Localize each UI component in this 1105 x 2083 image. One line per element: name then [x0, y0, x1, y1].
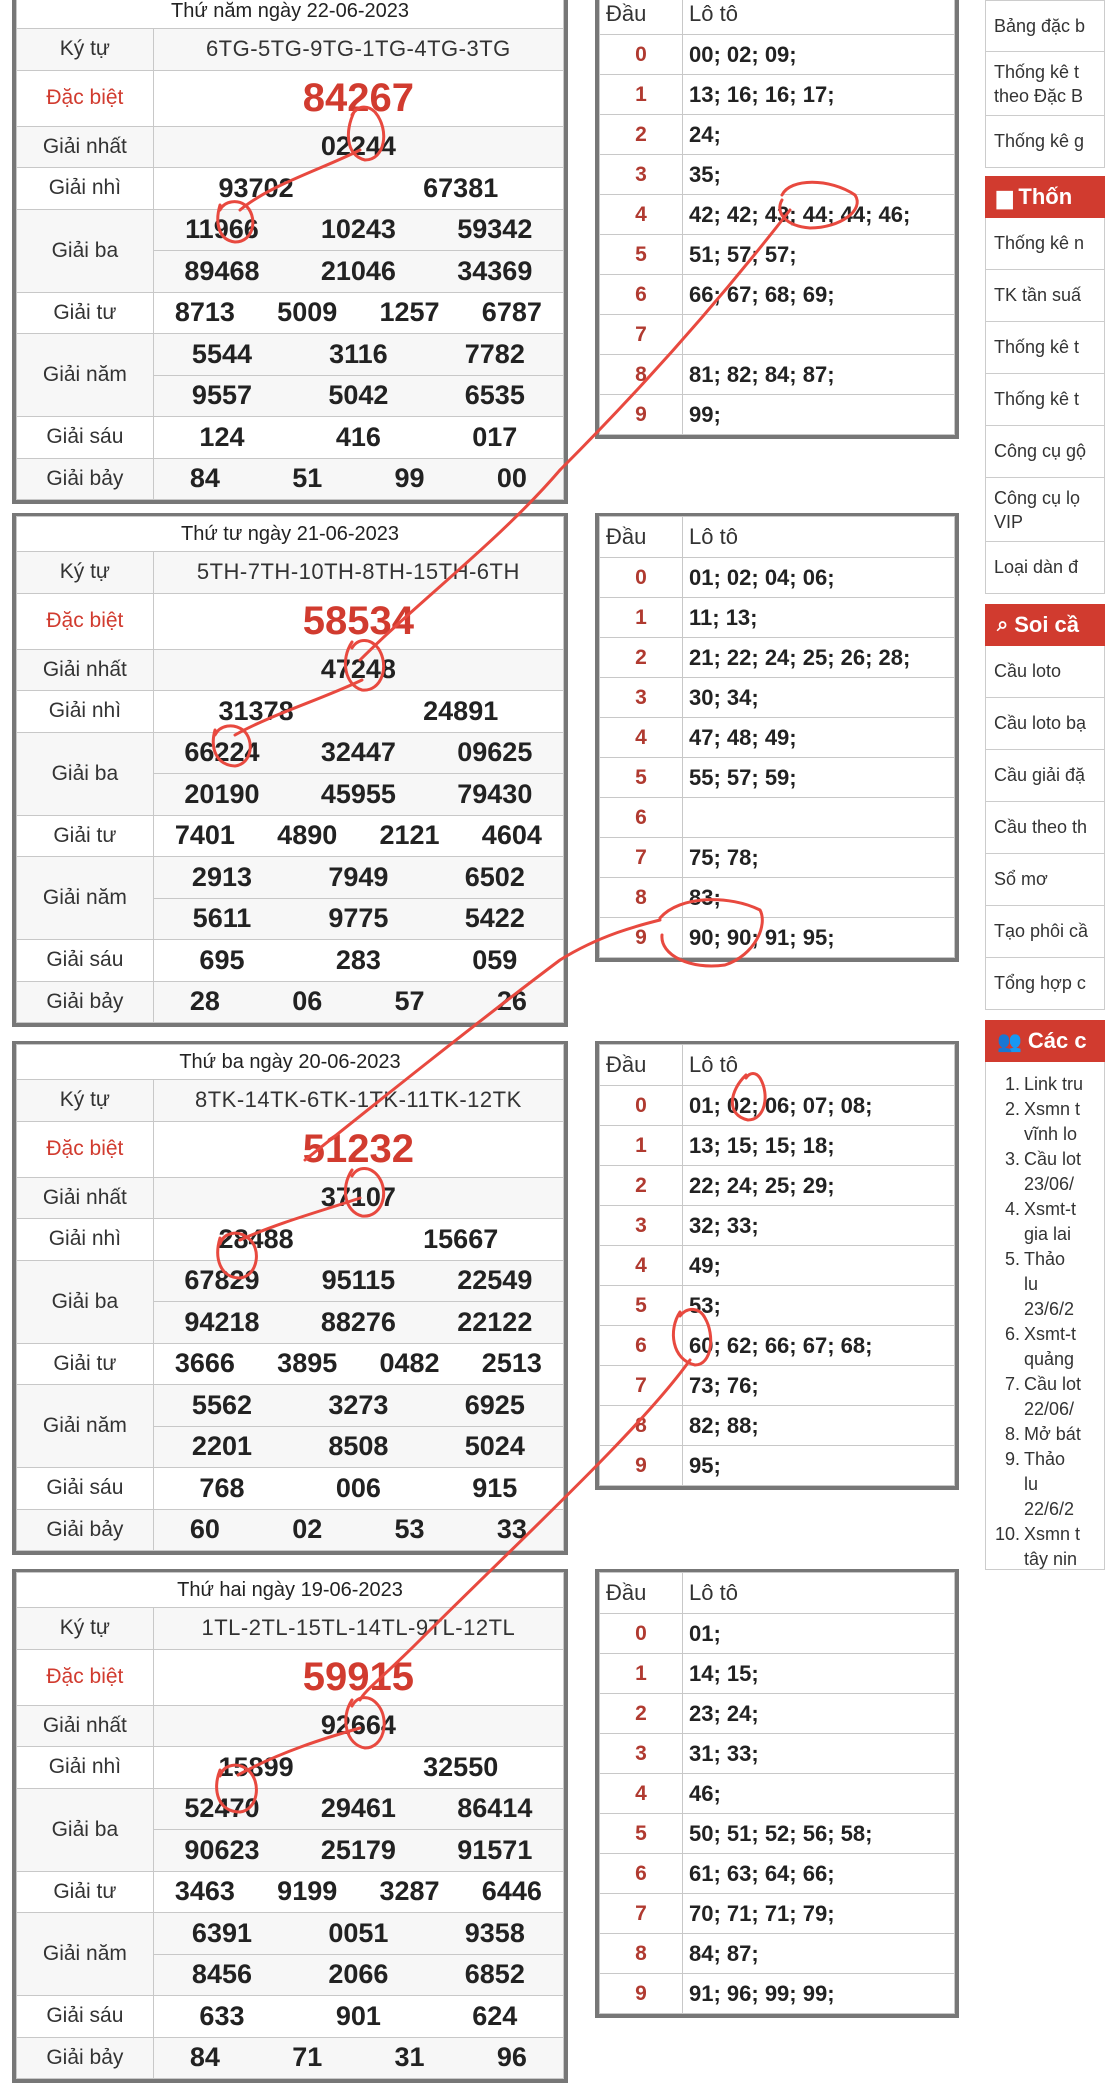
- result-table-day-3: [12, 1041, 568, 1555]
- sidebar-link[interactable]: Thống kê n: [985, 218, 1105, 270]
- loto-table-day-2: Đầu Lô tô 0 01; 02; 04; 06; 1 11; 13; 2 21; 22; 24; 25; 26; 28; 3 30; 34; 4 47; 48; 49; 5 55; 57; 59; 6 7 75; 78; 8 83; 9 90; 90; 91; 95;: [595, 513, 959, 962]
- special-prize: 84267: [153, 70, 563, 126]
- sidebar-link[interactable]: TK tần suấ: [985, 270, 1105, 322]
- forum-links: [986, 1062, 1104, 1572]
- loto-row: 55; 57; 59;: [683, 758, 955, 798]
- fifth-prize: 6925: [464, 1389, 525, 1420]
- seventh-prize: 84: [189, 463, 220, 494]
- sidebar-link[interactable]: Loại dàn đ: [985, 542, 1105, 594]
- loto-row: 99;: [683, 395, 955, 435]
- third-prize: 52470: [184, 1793, 260, 1824]
- loto-row: 01;: [683, 1614, 955, 1654]
- row-label: Giải nhất: [17, 126, 154, 168]
- third-prize: 32447: [320, 737, 396, 768]
- dau-header: Đầu: [600, 517, 683, 558]
- loto-header: Lô tô: [683, 1573, 955, 1614]
- special-prize: 51232: [153, 1121, 563, 1177]
- loto-row: 35;: [683, 155, 955, 195]
- seventh-prize: 31: [394, 2042, 425, 2073]
- row-label: Giải nhất: [17, 1705, 154, 1747]
- fifth-prize: 8508: [328, 1431, 389, 1462]
- dau-header: Đầu: [600, 1573, 683, 1614]
- third-prize: 09625: [457, 737, 533, 768]
- third-prize: 79430: [457, 778, 533, 809]
- row-label: Giải tư: [17, 1871, 154, 1913]
- fourth-prize: 9199: [277, 1876, 338, 1907]
- fifth-prize: 5611: [192, 903, 252, 934]
- second-prize: 15899: [218, 1751, 294, 1782]
- third-prize: 89468: [184, 255, 260, 286]
- row-label: Giải ba: [17, 209, 154, 292]
- fifth-prize: 2913: [191, 861, 252, 892]
- loto-row: 82; 88;: [683, 1406, 955, 1446]
- loto-row: 53;: [683, 1286, 955, 1326]
- loto-row: 50; 51; 52; 56; 58;: [683, 1814, 955, 1854]
- third-prize: 11966: [185, 214, 259, 245]
- row-label: Giải năm: [17, 1385, 154, 1468]
- third-prize: 34369: [457, 255, 533, 286]
- loto-header: Lô tô: [683, 0, 955, 35]
- row-label: Giải sáu: [17, 417, 154, 459]
- loto-row: 23; 24;: [683, 1694, 955, 1734]
- loto-row: 32; 33;: [683, 1206, 955, 1246]
- loto-row: [683, 798, 955, 838]
- sidebar: [985, 0, 1105, 1570]
- row-label: Giải bảy: [17, 1509, 154, 1551]
- loto-table-day-4: Đầu Lô tô 0 01; 1 14; 15; 2 23; 24; 3 31; 33; 4 46; 5 50; 51; 52; 56; 58; 6 61; 63; 64; 66; 7 70; 71; 71; 79; 8 84; 87; 9 91; 96; 99; 99;: [595, 1569, 959, 2018]
- seventh-prize: 00: [496, 463, 527, 494]
- loto-header: Lô tô: [683, 1045, 955, 1086]
- fourth-prize: 2121: [379, 820, 440, 851]
- bar-chart-icon: ▆: [997, 186, 1013, 209]
- fifth-prize: 3273: [328, 1389, 389, 1420]
- seventh-prize: 71: [292, 2042, 323, 2073]
- loto-row: 95;: [683, 1446, 955, 1486]
- row-label: Giải nhì: [17, 1747, 154, 1789]
- row-label: Giải bảy: [17, 981, 154, 1023]
- draw-date: Thứ năm ngày 22-06-2023: [17, 0, 564, 29]
- first-prize: 37107: [153, 1177, 563, 1219]
- second-prize: 24891: [423, 695, 499, 726]
- sidebar-link[interactable]: Công cụ gộ: [985, 426, 1105, 478]
- draw-code: 8TK-14TK-6TK-1TK-11TK-12TK: [153, 1080, 563, 1122]
- fifth-prize: 2201: [191, 1431, 252, 1462]
- loto-row: 14; 15;: [683, 1654, 955, 1694]
- third-prize: 10243: [320, 214, 396, 245]
- draw-date: Thứ ba ngày 20-06-2023: [17, 1045, 564, 1080]
- forum-link[interactable]: 4. Xsmt-t gia lai: [1004, 1199, 1076, 1244]
- loto-row: 47; 48; 49;: [683, 718, 955, 758]
- seventh-prize: 84: [189, 2042, 220, 2073]
- loto-row: 22; 24; 25; 29;: [683, 1166, 955, 1206]
- row-label: Giải nhì: [17, 691, 154, 733]
- sixth-prize: 624: [472, 2000, 518, 2031]
- sixth-prize: 006: [335, 1472, 381, 1503]
- sixth-prize: 059: [472, 944, 518, 975]
- third-prize: 86414: [457, 1793, 533, 1824]
- loto-row: 13; 16; 16; 17;: [683, 75, 955, 115]
- row-label: Đặc biệt: [17, 70, 154, 126]
- fourth-prize: 2513: [481, 1348, 542, 1379]
- first-prize: 02244: [153, 126, 563, 168]
- row-label: Giải tư: [17, 292, 154, 334]
- third-prize: 59342: [457, 214, 533, 245]
- fourth-prize: 7401: [174, 820, 235, 851]
- loto-row: 42; 42; 43; 44; 44; 46;: [683, 195, 955, 235]
- row-label: Ký tự: [17, 1608, 154, 1650]
- third-prize: 29461: [320, 1793, 396, 1824]
- seventh-prize: 02: [292, 1514, 323, 1545]
- row-label: Giải ba: [17, 1260, 154, 1343]
- first-prize: 92664: [153, 1705, 563, 1747]
- loto-row: 31; 33;: [683, 1734, 955, 1774]
- dau-header: Đầu: [600, 1045, 683, 1086]
- row-label: Giải năm: [17, 857, 154, 940]
- seventh-prize: 33: [496, 1514, 527, 1545]
- sixth-prize: 124: [199, 421, 245, 452]
- loto-row: 46;: [683, 1774, 955, 1814]
- draw-date: Thứ tư ngày 21-06-2023: [17, 517, 564, 552]
- third-prize: 22122: [457, 1306, 533, 1337]
- row-label: Ký tự: [17, 1080, 154, 1122]
- row-label: Giải năm: [17, 334, 154, 417]
- special-prize: 58534: [153, 593, 563, 649]
- seventh-prize: 99: [394, 463, 425, 494]
- loto-row: 83;: [683, 878, 955, 918]
- forum-link[interactable]: 10. Xsmn t tây nin: [994, 1524, 1081, 1569]
- loto-row: 90; 90; 91; 95;: [683, 918, 955, 958]
- loto-row: 60; 62; 66; 67; 68;: [683, 1326, 955, 1366]
- row-label: Giải tư: [17, 1343, 154, 1385]
- third-prize: 94218: [184, 1306, 260, 1337]
- row-label: Đặc biệt: [17, 1121, 154, 1177]
- fourth-prize: 1257: [379, 297, 440, 328]
- row-label: Đặc biệt: [17, 593, 154, 649]
- third-prize: 25179: [320, 1834, 396, 1865]
- third-prize: 91571: [457, 1834, 533, 1865]
- row-label: Giải ba: [17, 732, 154, 815]
- draw-code: 1TL-2TL-15TL-14TL-9TL-12TL: [153, 1608, 563, 1650]
- fourth-prize: 3463: [174, 1876, 235, 1907]
- third-prize: 67829: [184, 1265, 260, 1296]
- sidebar-link[interactable]: Sổ mơ: [985, 854, 1105, 906]
- sidebar-link[interactable]: Tạo phôi cầ: [985, 906, 1105, 958]
- fifth-prize: 5544: [191, 338, 252, 369]
- seventh-prize: 96: [496, 2042, 527, 2073]
- fourth-prize: 5009: [277, 297, 338, 328]
- forum-link[interactable]: 2. Xsmn t vĩnh lo: [1004, 1099, 1081, 1144]
- first-prize: 47248: [153, 649, 563, 691]
- forum-link[interactable]: 6. Xsmt-t quảng: [1004, 1324, 1076, 1369]
- second-prize: 32550: [423, 1751, 499, 1782]
- sidebar-link[interactable]: Thống kê g: [985, 116, 1105, 168]
- loto-row: 81; 82; 84; 87;: [683, 355, 955, 395]
- sidebar-link[interactable]: Bảng đặc b: [985, 0, 1105, 52]
- row-label: Giải sáu: [17, 1468, 154, 1510]
- loto-row: 00; 02; 09;: [683, 35, 955, 75]
- second-prize: 28488: [218, 1223, 294, 1254]
- fourth-prize: 0482: [379, 1348, 440, 1379]
- fifth-prize: 2066: [328, 1959, 389, 1990]
- forum-link[interactable]: 5. Thảo lu 23/6/2: [1004, 1249, 1075, 1319]
- section-header-stats: ▆ Thốn: [985, 176, 1105, 218]
- loto-row: 61; 63; 64; 66;: [683, 1854, 955, 1894]
- dau-header: Đầu: [600, 0, 683, 35]
- row-label: Giải nhất: [17, 649, 154, 691]
- sidebar-link[interactable]: Cầu loto: [985, 646, 1105, 698]
- second-prize: 67381: [423, 172, 499, 203]
- fifth-prize: 5042: [328, 380, 389, 411]
- section-header-forum: 👥 Các c: [985, 1020, 1105, 1062]
- sixth-prize: 695: [199, 944, 245, 975]
- loto-row: 66; 67; 68; 69;: [683, 275, 955, 315]
- fifth-prize: 6535: [464, 380, 525, 411]
- seventh-prize: 53: [394, 1514, 425, 1545]
- loto-row: 21; 22; 24; 25; 26; 28;: [683, 638, 955, 678]
- row-label: Ký tự: [17, 29, 154, 71]
- seventh-prize: 60: [189, 1514, 220, 1545]
- fifth-prize: 8456: [191, 1959, 252, 1990]
- fourth-prize: 6446: [481, 1876, 542, 1907]
- row-label: Đặc biệt: [17, 1649, 154, 1705]
- result-table-day-4: [12, 1569, 568, 2083]
- loto-row: 73; 76;: [683, 1366, 955, 1406]
- draw-code: 6TG-5TG-9TG-1TG-4TG-3TG: [153, 29, 563, 71]
- forum-link[interactable]: 8. Mở bát: [1004, 1424, 1081, 1444]
- third-prize: 45955: [320, 778, 396, 809]
- loto-row: 24;: [683, 115, 955, 155]
- seventh-prize: 28: [189, 986, 220, 1017]
- fourth-prize: 8713: [174, 297, 235, 328]
- loto-row: 01; 02; 06; 07; 08;: [683, 1086, 955, 1126]
- fourth-prize: 4604: [481, 820, 542, 851]
- loto-row: 30; 34;: [683, 678, 955, 718]
- loto-table-day-3: Đầu Lô tô 0 01; 02; 06; 07; 08; 1 13; 15; 15; 18; 2 22; 24; 25; 29; 3 32; 33; 4 49; 5 53; 6 60; 62; 66; 67; 68; 7 73; 76; 8 82; 88; 9 95;: [595, 1041, 959, 1490]
- loto-table-day-1: Đầu Lô tô 0 00; 02; 09; 1 13; 16; 16; 17; 2 24; 3 35; 4 42; 42; 43; 44; 44; 46; 5 51; 57; 57; 6 66; 67; 68; 69; 7 8 81; 82; 84; 87; 9 99;: [595, 0, 959, 439]
- search-icon: ⌕: [997, 613, 1009, 636]
- sixth-prize: 901: [335, 2000, 381, 2031]
- fifth-prize: 5422: [464, 903, 525, 934]
- third-prize: 20190: [184, 778, 260, 809]
- loto-row: [683, 315, 955, 355]
- sidebar-link[interactable]: Tổng hợp c: [985, 958, 1105, 1010]
- loto-row: 70; 71; 71; 79;: [683, 1894, 955, 1934]
- fifth-prize: 3116: [329, 338, 388, 369]
- fifth-prize: 9557: [191, 380, 252, 411]
- third-prize: 21046: [320, 255, 396, 286]
- fifth-prize: 7782: [464, 338, 525, 369]
- loto-row: 84; 87;: [683, 1934, 955, 1974]
- row-label: Giải nhì: [17, 168, 154, 210]
- fourth-prize: 6787: [481, 297, 542, 328]
- fifth-prize: 9358: [464, 1917, 525, 1948]
- loto-row: 01; 02; 04; 06;: [683, 558, 955, 598]
- sixth-prize: 017: [472, 421, 518, 452]
- forum-link[interactable]: 1. Link tru: [1004, 1074, 1084, 1094]
- fourth-prize: 3895: [277, 1348, 338, 1379]
- fourth-prize: 3287: [379, 1876, 440, 1907]
- section-header-soi-cau: ⌕ Soi cầ: [985, 604, 1105, 646]
- fifth-prize: 6852: [464, 1959, 525, 1990]
- sixth-prize: 768: [199, 1472, 245, 1503]
- forum-link[interactable]: 7. Cầu lot 22/06/: [1004, 1374, 1082, 1419]
- row-label: Giải sáu: [17, 940, 154, 982]
- sidebar-link[interactable]: Thống kê t: [985, 374, 1105, 426]
- third-prize: 22549: [457, 1265, 533, 1296]
- row-label: Giải tư: [17, 815, 154, 857]
- fourth-prize: 4890: [277, 820, 338, 851]
- second-prize: 15667: [423, 1223, 499, 1254]
- forum-link[interactable]: 3. Cầu lot 23/06/: [1004, 1149, 1082, 1194]
- special-prize: 59915: [153, 1649, 563, 1705]
- seventh-prize: 06: [292, 986, 323, 1017]
- draw-code: 5TH-7TH-10TH-8TH-15TH-6TH: [153, 552, 563, 594]
- sidebar-link[interactable]: Cầu loto bạ: [985, 698, 1105, 750]
- forum-link[interactable]: 9. Thảo lu 22/6/2: [1004, 1449, 1075, 1519]
- loto-header: Lô tô: [683, 517, 955, 558]
- fifth-prize: 6502: [464, 861, 525, 892]
- fifth-prize: 5024: [464, 1431, 525, 1462]
- draw-date: Thứ hai ngày 19-06-2023: [17, 1573, 564, 1608]
- loto-row: 91; 96; 99; 99;: [683, 1974, 955, 2014]
- result-table-day-2: [12, 513, 568, 1027]
- row-label: Giải nhì: [17, 1219, 154, 1261]
- loto-row: 11; 13;: [683, 598, 955, 638]
- row-label: Giải bảy: [17, 2037, 154, 2079]
- second-prize: 93702: [218, 172, 294, 203]
- fifth-prize: 6391: [191, 1917, 252, 1948]
- fifth-prize: 9775: [328, 903, 389, 934]
- second-prize: 31378: [218, 695, 294, 726]
- loto-row: 75; 78;: [683, 838, 955, 878]
- seventh-prize: 57: [394, 986, 425, 1017]
- sidebar-link[interactable]: Công cụ lọ VIP: [985, 478, 1105, 542]
- row-label: Giải bảy: [17, 458, 154, 500]
- users-icon: 👥: [997, 1030, 1022, 1053]
- sidebar-link[interactable]: Cầu giải đặ: [985, 750, 1105, 802]
- sixth-prize: 416: [335, 421, 381, 452]
- sixth-prize: 633: [199, 2000, 245, 2031]
- third-prize: 95115: [321, 1265, 396, 1296]
- sixth-prize: 915: [472, 1472, 518, 1503]
- third-prize: 88276: [320, 1306, 396, 1337]
- sixth-prize: 283: [335, 944, 381, 975]
- loto-row: 51; 57; 57;: [683, 235, 955, 275]
- loto-row: 49;: [683, 1246, 955, 1286]
- loto-row: 13; 15; 15; 18;: [683, 1126, 955, 1166]
- row-label: Ký tự: [17, 552, 154, 594]
- result-table-day-1: [12, 0, 568, 504]
- sidebar-link[interactable]: Thống kê t: [985, 322, 1105, 374]
- row-label: Giải năm: [17, 1913, 154, 1996]
- seventh-prize: 26: [496, 986, 527, 1017]
- seventh-prize: 51: [292, 463, 323, 494]
- fifth-prize: 7949: [328, 861, 389, 892]
- row-label: Giải sáu: [17, 1996, 154, 2038]
- row-label: Giải nhất: [17, 1177, 154, 1219]
- fifth-prize: 0051: [328, 1917, 389, 1948]
- sidebar-link[interactable]: Thống kê t theo Đặc B: [985, 52, 1105, 116]
- sidebar-link[interactable]: Cầu theo th: [985, 802, 1105, 854]
- third-prize: 90623: [184, 1834, 260, 1865]
- fourth-prize: 3666: [174, 1348, 235, 1379]
- fifth-prize: 5562: [191, 1389, 252, 1420]
- row-label: Giải ba: [17, 1788, 154, 1871]
- third-prize: 66224: [184, 737, 260, 768]
